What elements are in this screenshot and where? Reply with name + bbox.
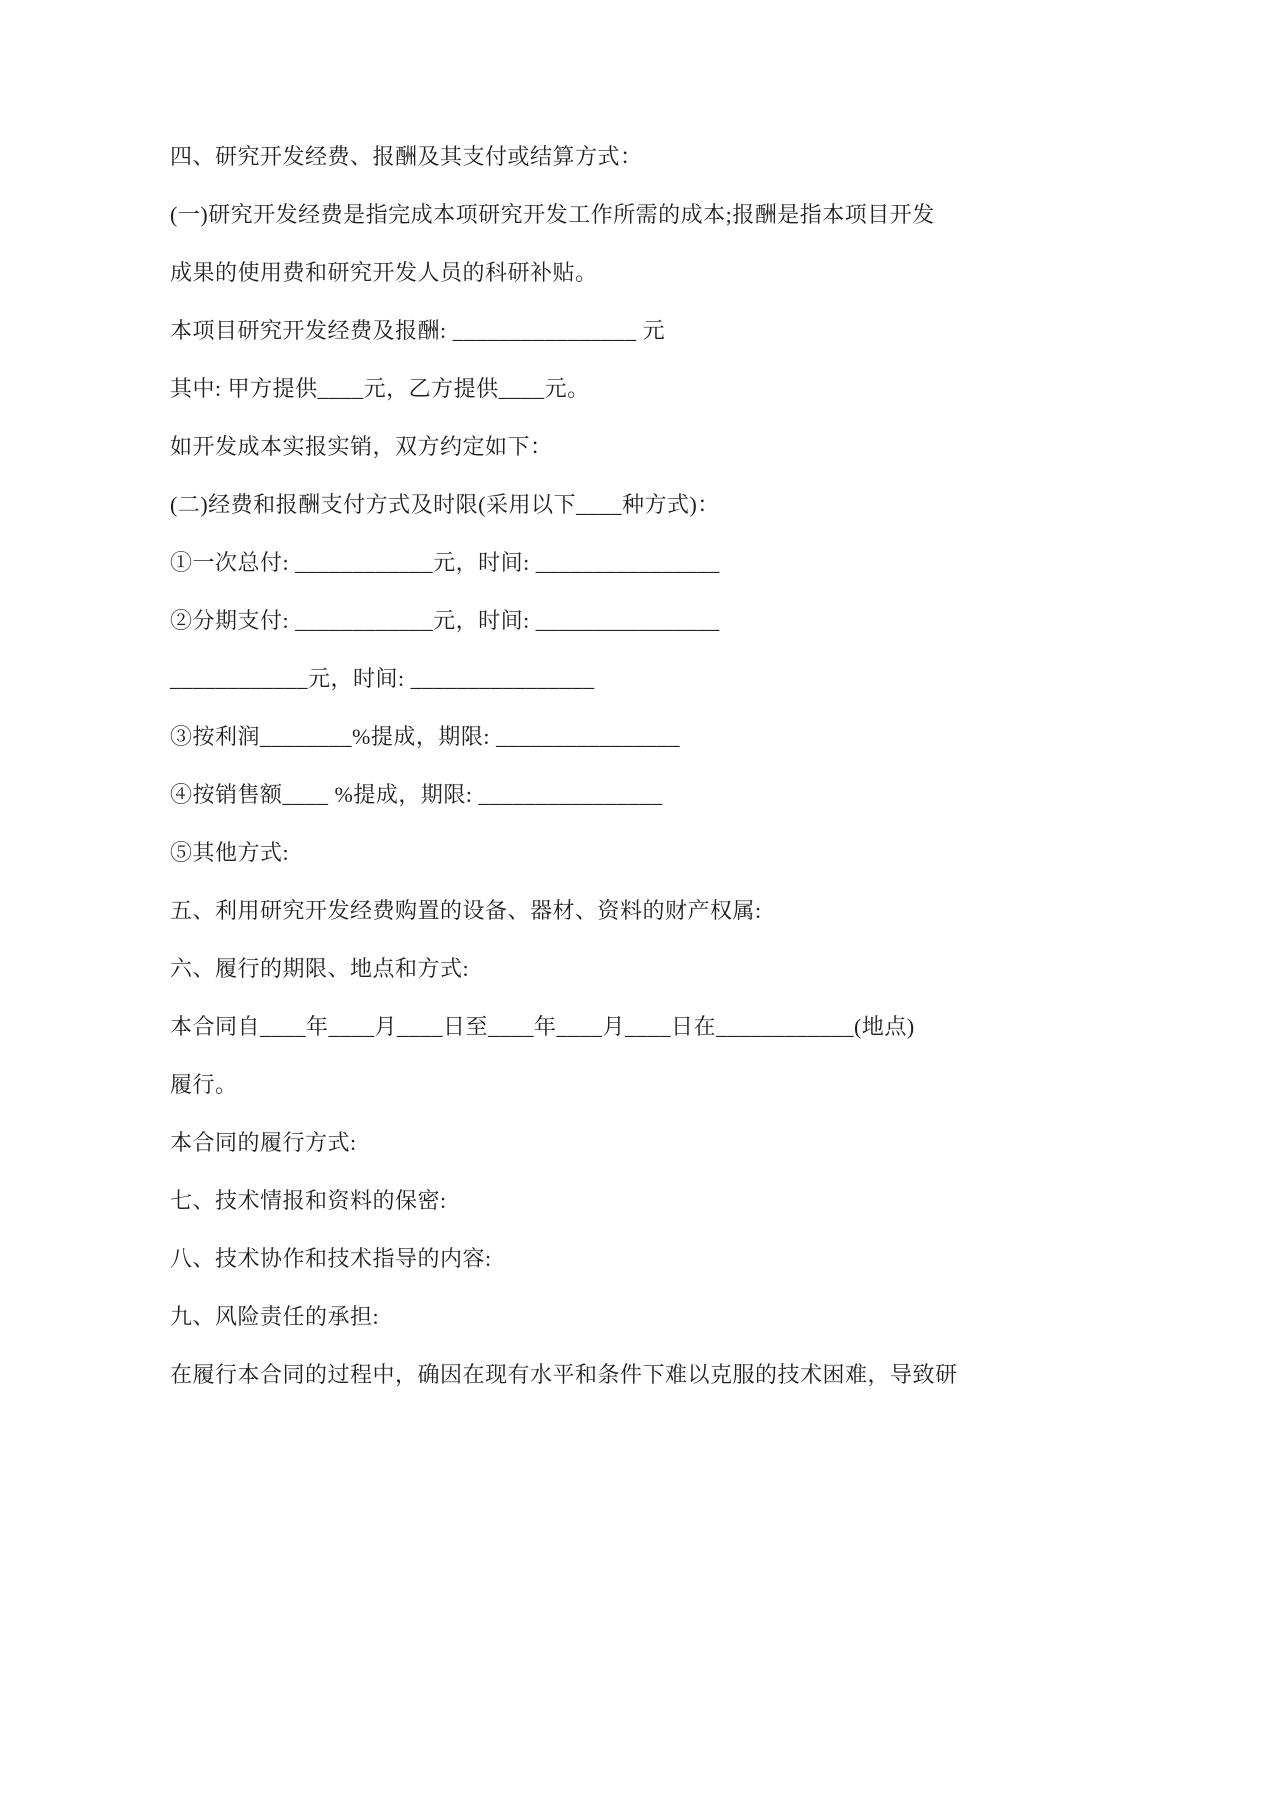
payment-option-3-profit-share: ③按利润________%提成，期限: ________________ [170, 724, 680, 749]
funds-amount-line: 本项目研究开发经费及报酬: ________________ 元 [170, 318, 666, 343]
risk-liability-text-line: 在履行本合同的过程中，确因在现有水平和条件下难以克服的技术困难，导致研 [170, 1362, 958, 1387]
performance-period-line-2: 履行。 [170, 1072, 238, 1097]
heading-section-9: 九、风险责任的承担: [170, 1304, 380, 1329]
heading-clause-2-payment: (二)经费和报酬支付方式及时限(采用以下____种方式)： [170, 492, 720, 517]
clause-1-definition-line-1: (一)研究开发经费是指完成本项研究开发工作所需的成本;报酬是指本项目开发 [170, 202, 935, 227]
payment-option-4-sales-share: ④按销售额____ %提成，期限: ________________ [170, 782, 663, 807]
performance-period-line-1: 本合同自____年____月____日至____年____月____日在____________(地点) [170, 1014, 915, 1039]
cost-reimbursement-line: 如开发成本实报实销，双方约定如下： [170, 434, 553, 459]
heading-section-6: 六、履行的期限、地点和方式: [170, 956, 470, 981]
party-contribution-line: 其中: 甲方提供____元，乙方提供____元。 [170, 376, 590, 401]
payment-option-2-continued: ____________元，时间: ________________ [170, 666, 595, 691]
payment-option-5-other: ⑤其他方式: [170, 840, 290, 865]
performance-method-line: 本合同的履行方式: [170, 1130, 357, 1155]
heading-section-5: 五、利用研究开发经费购置的设备、器材、资料的财产权属: [170, 898, 762, 923]
heading-section-8: 八、技术协作和技术指导的内容: [170, 1246, 492, 1271]
clause-1-definition-line-2: 成果的使用费和研究开发人员的科研补贴。 [170, 260, 598, 285]
payment-option-2-installments: ②分期支付: ____________元，时间: ________________ [170, 608, 720, 633]
heading-section-7: 七、技术情报和资料的保密: [170, 1188, 447, 1213]
payment-option-1-lump-sum: ①一次总付: ____________元，时间: ________________ [170, 550, 720, 575]
heading-section-4: 四、研究开发经费、报酬及其支付或结算方式： [170, 144, 643, 169]
